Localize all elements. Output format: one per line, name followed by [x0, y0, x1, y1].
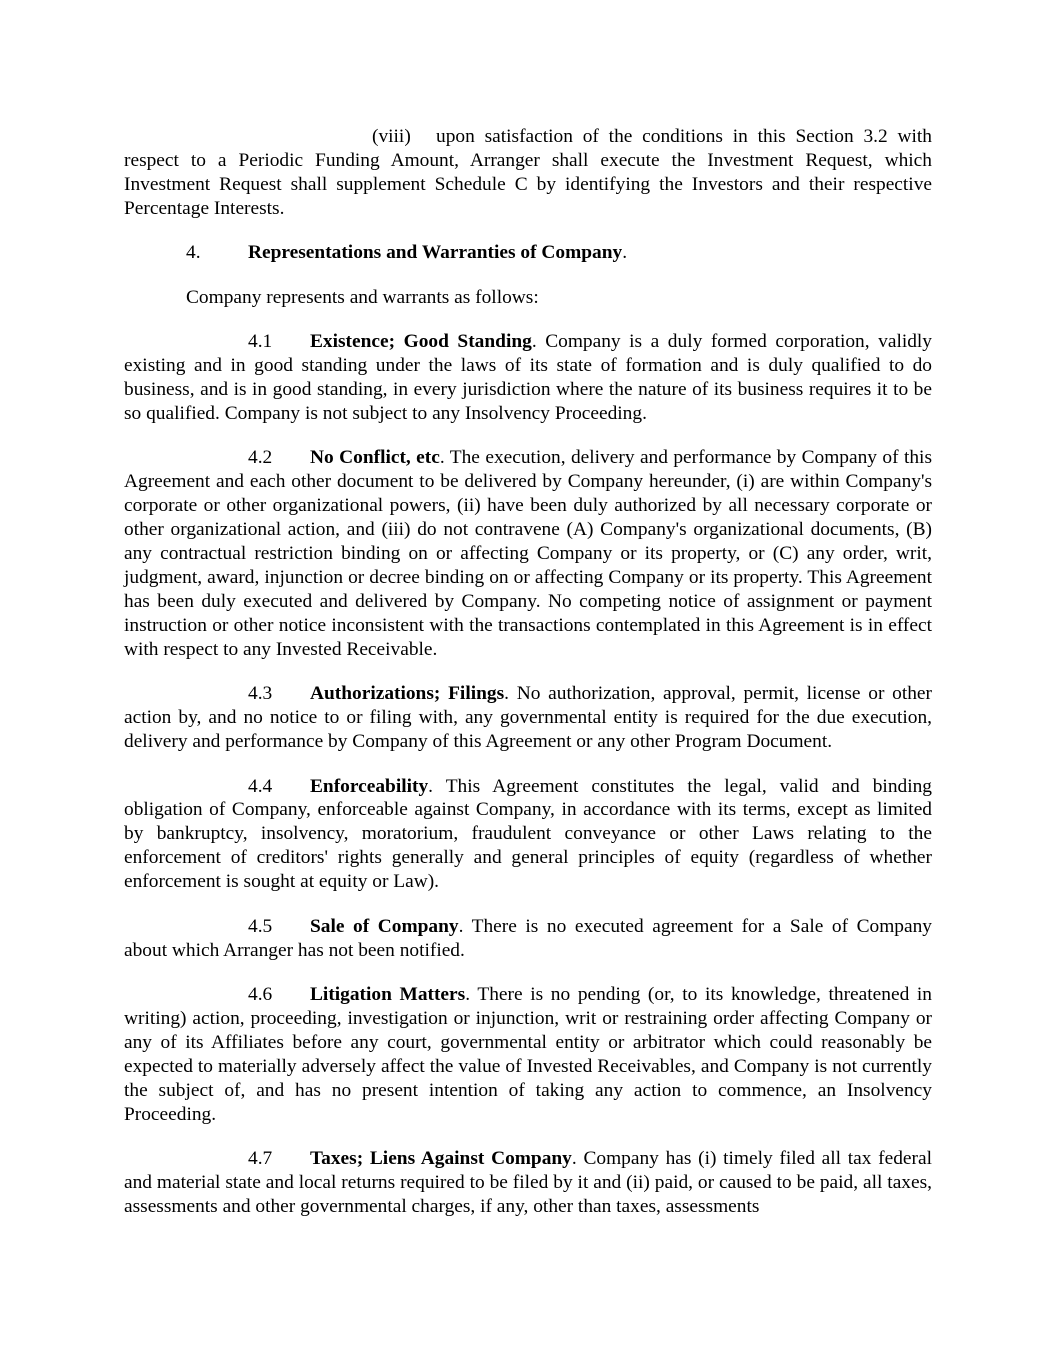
clause-number: 4.1	[248, 331, 273, 353]
intro-text: Company represents and warrants as follows:	[186, 286, 539, 308]
clause-number: 4.2	[248, 447, 273, 469]
clause-text: . No authorization, approval, permit, license or other action by, and no notice to or filing with, any governmental entity is required for the due execution, delivery and performance by Company of this Agreement or any other Program Document.	[124, 683, 932, 752]
clause-number: 4.5	[248, 915, 273, 937]
clause-number: 4.7	[248, 1148, 273, 1170]
clause-heading: Existence; Good Standing	[310, 331, 532, 353]
clause-heading: Enforceability	[310, 775, 429, 797]
section-4-heading	[124, 241, 932, 265]
section-title-suffix: .	[622, 242, 628, 264]
clause-heading: Sale of Company	[310, 915, 459, 937]
clause-text: . Company has (i) timely filed all tax federal and material state and local returns required to be filed by it and (ii) paid, or caused to be paid, all taxes, assessments and other governmental charges, if any, other than taxes, assessments	[124, 1148, 932, 1217]
clause-4-4	[124, 775, 932, 895]
clause-text: . There is no executed agreement for a Sale of Company about which Arranger has not been notified.	[124, 915, 932, 961]
clause-text: . This Agreement constitutes the legal, valid and binding obligation of Company, enforceable against Company, in accordance with its terms, except as limited by bankruptcy, insolvency, moratorium, fraudulent conveyance or other Laws relating to the enforcement of creditors' rights generally and general principles of equity (regardless of whether enforcement is sought at equity or Law).	[124, 775, 932, 893]
clause-4-7	[124, 1147, 932, 1219]
section-number: 4.	[186, 242, 201, 264]
clause-4-2	[124, 446, 932, 661]
clause-number: 4.4	[248, 775, 273, 797]
clause-heading: No Conflict, etc	[310, 447, 440, 469]
clause-text: . Company is a duly formed corporation, validly existing and in good standing under the laws of its state of formation and is duly qualified to do business, and is in good standing, in every jurisdiction where the nature of its business requires it to be so qualified. Company is not subject to any Insolvency Proceeding.	[124, 331, 932, 424]
clause-heading: Authorizations; Filings	[310, 683, 505, 705]
item-number: (viii)	[372, 126, 411, 147]
clause-text: . The execution, delivery and performance by Company of this Agreement and each other document to be delivered by Company hereunder, (i) are within Company's corporate or other organizational powers, (ii) have been duly authorized by all necessary corporate or other organizational action, and (iii) do not contravene (A) Company's organizational documents, (B) any contractual restriction binding on or affecting Company or its property, or (C) any order, writ, judgment, award, injunction or decree binding on or affecting Company or its property. This Agreement has been duly executed and delivered by Company. No competing notice of assignment or payment instruction or other notice inconsistent with the transactions contemplated in this Agreement is in effect with respect to any Invested Receivable.	[124, 447, 932, 660]
clause-4-5	[124, 915, 932, 963]
clause-heading: Taxes; Liens Against Company	[310, 1148, 572, 1170]
document-page	[124, 125, 932, 1239]
section-4-intro	[124, 286, 932, 310]
paragraph-viii	[124, 125, 932, 221]
clause-number: 4.6	[248, 984, 273, 1006]
clause-4-3	[124, 682, 932, 754]
section-title: Representations and Warranties of Company	[248, 242, 623, 264]
paragraph-text: upon satisfaction of the conditions in this Section 3.2 with respect to a Periodic Funding Amount, Arranger shall execute the Investment Request, which Investment Request shall supplement Schedule C by identifying the Investors and their respective Percentage Interests.	[124, 126, 932, 219]
clause-text: . There is no pending (or, to its knowledge, threatened in writing) action, proceeding, investigation or injunction, writ or restraining order affecting Company or any of its Affiliates before any court, governmental entity or arbitrator which could reasonably be expected to materially adversely affect the value of Invested Receivables, and Company is not currently the subject of, and has no present intention of taking any action to commence, an Insolvency Proceeding.	[124, 984, 932, 1125]
clause-4-1	[124, 330, 932, 426]
clause-number: 4.3	[248, 683, 273, 705]
clause-4-6	[124, 983, 932, 1126]
clause-heading: Litigation Matters	[310, 984, 466, 1006]
